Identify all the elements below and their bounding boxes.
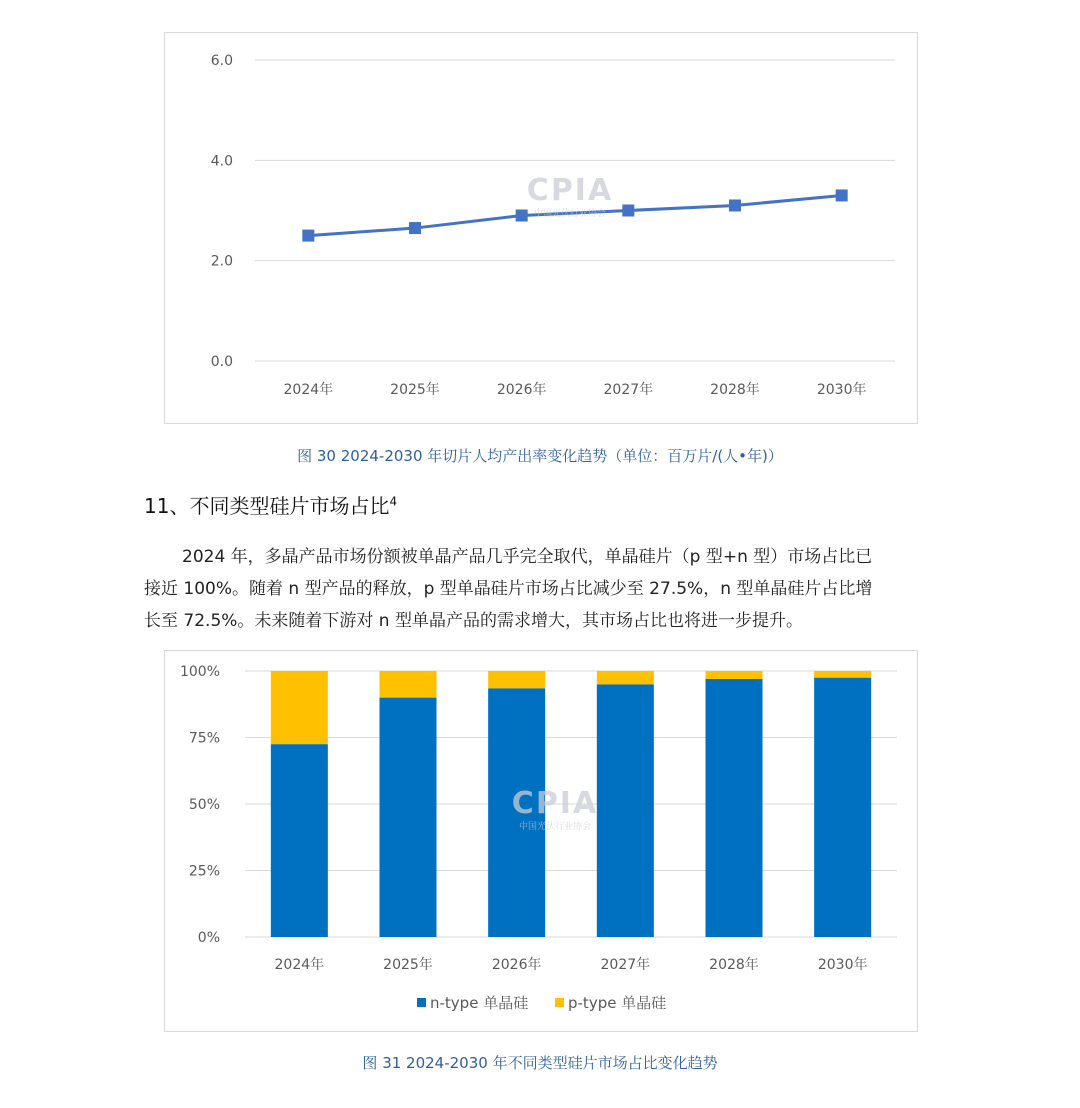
x-tick-label: 2027年	[603, 382, 654, 398]
body-line: 接近 100%。随着 n 型产品的释放，p 型单晶硅片市场占比减少至 27.5%，n 型单晶硅片占比增	[144, 579, 873, 599]
line-chart-frame	[164, 32, 918, 424]
legend-label: p-type 单晶硅	[568, 994, 667, 1012]
bar-segment	[597, 671, 654, 684]
bar-segment	[271, 671, 328, 744]
y-tick-label: 75%	[188, 730, 220, 747]
x-tick-label: 2026年	[491, 957, 542, 973]
x-tick-label: 2030年	[817, 957, 868, 973]
legend-label: n-type 单晶硅	[430, 994, 529, 1012]
x-tick-label: 2030年	[816, 382, 867, 398]
figure-caption-31: 图 31 2024-2030 年不同类型硅片市场占比变化趋势	[362, 1054, 718, 1072]
data-point-marker	[622, 205, 634, 217]
body-paragraph	[144, 541, 944, 637]
x-tick-label: 2025年	[390, 382, 440, 398]
y-tick-label: 100%	[179, 664, 220, 680]
line-chart	[165, 33, 919, 425]
watermark-org: 中国光伏行业协会	[518, 822, 591, 832]
bar-segment	[706, 679, 763, 937]
y-tick-label: 4.0	[210, 153, 233, 170]
body-line: 长至 72.5%。未来随着下游对 n 型单晶产品的需求增大，其市场占比也将进一步提升。	[144, 611, 803, 631]
y-tick-label: 25%	[188, 863, 220, 880]
footnote-marker: 4	[389, 494, 398, 509]
bar-segment	[706, 671, 763, 679]
x-tick-label: 2028年	[709, 957, 759, 973]
section-heading	[144, 490, 397, 519]
x-tick-label: 2026年	[496, 382, 547, 398]
stacked-bar-chart	[165, 651, 919, 1033]
data-point-marker	[409, 222, 421, 234]
section-heading-text: 11、不同类型硅片市场占比	[144, 494, 390, 518]
data-point-marker	[302, 230, 314, 242]
y-tick-label: 0%	[197, 930, 220, 946]
x-tick-label: 2024年	[283, 382, 334, 398]
watermark-org: 中国光伏行业协会	[533, 209, 606, 219]
x-tick-label: 2025年	[383, 957, 433, 973]
x-tick-label: 2024年	[274, 957, 325, 973]
legend-swatch	[555, 998, 564, 1007]
x-tick-label: 2027年	[600, 957, 651, 973]
watermark-logo: CPIA	[511, 786, 599, 821]
bar-segment	[380, 671, 437, 698]
cpia-watermark	[510, 786, 600, 832]
y-tick-label: 0.0	[210, 354, 233, 370]
data-point-marker	[729, 199, 741, 211]
x-tick-label: 2028年	[710, 382, 760, 398]
bar-segment	[814, 678, 871, 937]
cpia-watermark	[525, 173, 615, 219]
data-point-marker	[836, 189, 848, 201]
figure-caption-30: 图 30 2024-2030 年切片人均产出率变化趋势（单位：百万片/(人•年)）	[297, 447, 783, 465]
bar-segment	[488, 671, 545, 688]
y-tick-label: 6.0	[210, 53, 233, 69]
bar-segment	[597, 684, 654, 937]
watermark-logo: CPIA	[526, 173, 614, 208]
body-line: 2024 年，多晶产品市场份额被单晶产品几乎完全取代，单晶硅片（p 型+n 型）市场占比已	[182, 547, 873, 567]
bar-chart-frame	[164, 650, 918, 1032]
y-tick-label: 2.0	[210, 253, 233, 270]
bar-segment	[380, 698, 437, 937]
y-tick-label: 50%	[188, 797, 220, 813]
bar-segment	[814, 671, 871, 678]
legend-swatch	[417, 998, 426, 1007]
bar-segment	[271, 744, 328, 937]
